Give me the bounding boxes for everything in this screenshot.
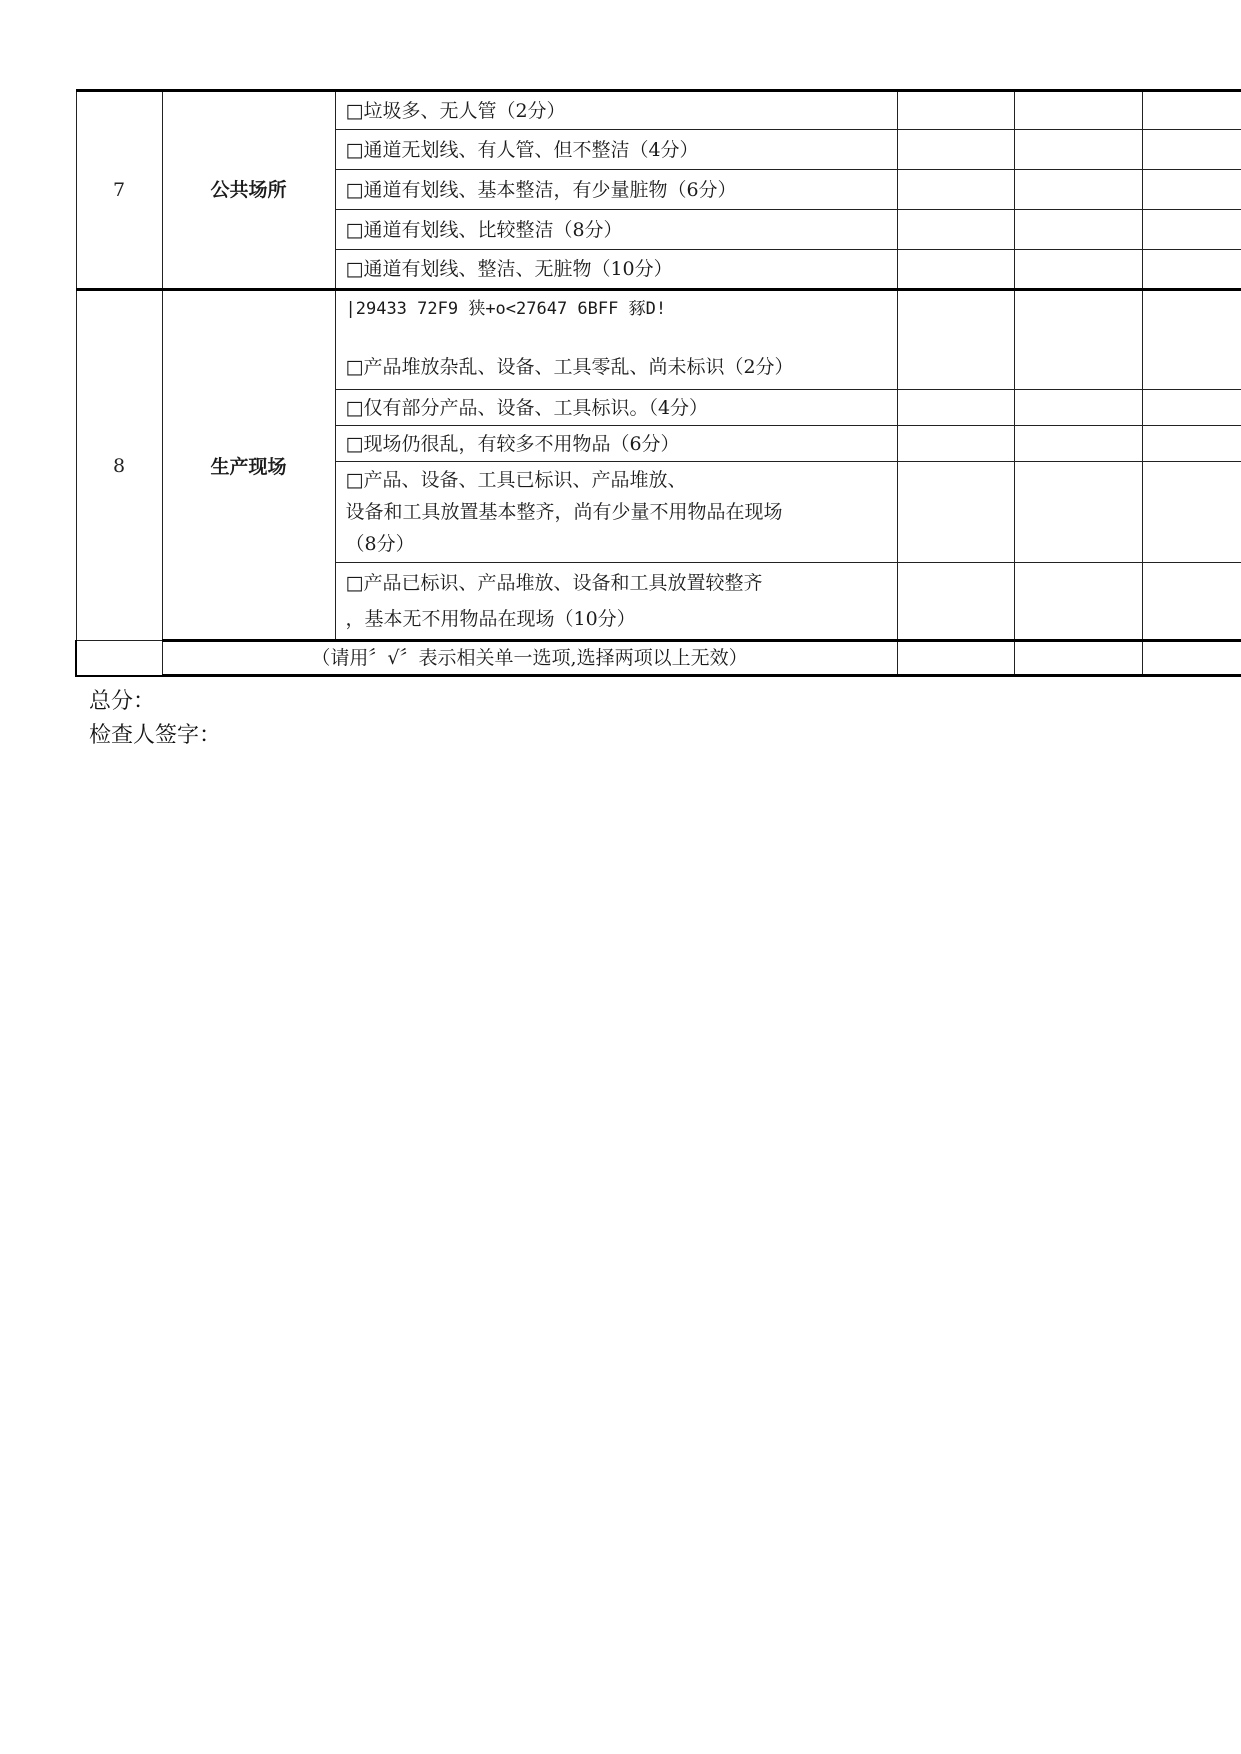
score-cell[interactable] (1142, 210, 1241, 250)
score-cell[interactable] (1014, 563, 1142, 641)
score-cell[interactable] (897, 290, 1014, 390)
option-text: □通道无划线、有人管、但不整洁（4分） (335, 130, 897, 170)
score-cell[interactable] (1014, 210, 1142, 250)
option-text: （8分） (345, 533, 415, 555)
inspector-signature-label: 检查人签字： (89, 723, 222, 748)
score-cell[interactable] (1014, 290, 1142, 390)
score-cell[interactable] (897, 170, 1014, 210)
option-cell (335, 290, 897, 390)
score-cell[interactable] (897, 91, 1014, 130)
score-cell[interactable] (897, 130, 1014, 170)
category-label: 生产现场 (162, 290, 335, 641)
score-cell[interactable] (1142, 290, 1241, 390)
score-cell[interactable] (1014, 170, 1142, 210)
option-text: 设备和工具放置基本整齐，尚有少量不用物品在现场 (345, 501, 783, 523)
row-number: 7 (76, 91, 162, 290)
table-row (76, 91, 1241, 130)
score-cell[interactable] (1014, 641, 1142, 676)
option-text: □仅有部分产品、设备、工具标识。（4分） (335, 390, 897, 426)
option-text: □垃圾多、无人管（2分） (335, 91, 897, 130)
score-cell[interactable] (897, 250, 1014, 290)
score-cell[interactable] (897, 462, 1014, 563)
score-cell[interactable] (897, 641, 1014, 676)
empty-cell (76, 641, 162, 676)
option-text: ，基本无不用物品在现场（10分） (345, 608, 636, 630)
table-row (76, 290, 1241, 390)
score-cell[interactable] (1142, 462, 1241, 563)
score-cell[interactable] (1014, 390, 1142, 426)
option-text: □现场仍很乱，有较多不用物品（6分） (335, 426, 897, 462)
option-cell (335, 563, 897, 641)
score-cell[interactable] (1142, 130, 1241, 170)
option-text: □产品已标识、产品堆放、设备和工具放置较整齐 (345, 572, 763, 594)
inspection-table (75, 89, 1241, 677)
option-text: □通道有划线、比较整洁（8分） (335, 210, 897, 250)
score-cell[interactable] (1014, 426, 1142, 462)
score-cell[interactable] (1142, 641, 1241, 676)
score-cell[interactable] (897, 390, 1014, 426)
option-text: □产品、设备、工具已标识、产品堆放、 (345, 469, 687, 491)
option-text: □通道有划线、整洁、无脏物（10分） (335, 250, 897, 290)
score-cell[interactable] (1142, 91, 1241, 130)
score-cell[interactable] (1142, 170, 1241, 210)
score-cell[interactable] (897, 563, 1014, 641)
score-cell[interactable] (1142, 563, 1241, 641)
score-cell[interactable] (1014, 130, 1142, 170)
garbled-text: |29433 72F9 狭+o<27647 6BFF 豩D! (345, 299, 667, 319)
score-cell[interactable] (1142, 390, 1241, 426)
row-number: 8 (76, 290, 162, 641)
total-score-label: 总分： (89, 689, 156, 714)
category-label: 公共场所 (162, 91, 335, 290)
footer-note: （请用〞√〞表示相关单一选项,选择两项以上无效） (162, 641, 897, 676)
score-cell[interactable] (1142, 426, 1241, 462)
score-cell[interactable] (1014, 462, 1142, 563)
score-cell[interactable] (1014, 250, 1142, 290)
score-cell[interactable] (1014, 91, 1142, 130)
score-cell[interactable] (897, 210, 1014, 250)
option-text: □产品堆放杂乱、设备、工具零乱、尚未标识（2分） (345, 356, 794, 378)
score-cell[interactable] (1142, 250, 1241, 290)
score-cell[interactable] (897, 426, 1014, 462)
option-text: □通道有划线、基本整洁，有少量脏物（6分） (335, 170, 897, 210)
table-row (76, 641, 1241, 676)
option-cell (335, 462, 897, 563)
